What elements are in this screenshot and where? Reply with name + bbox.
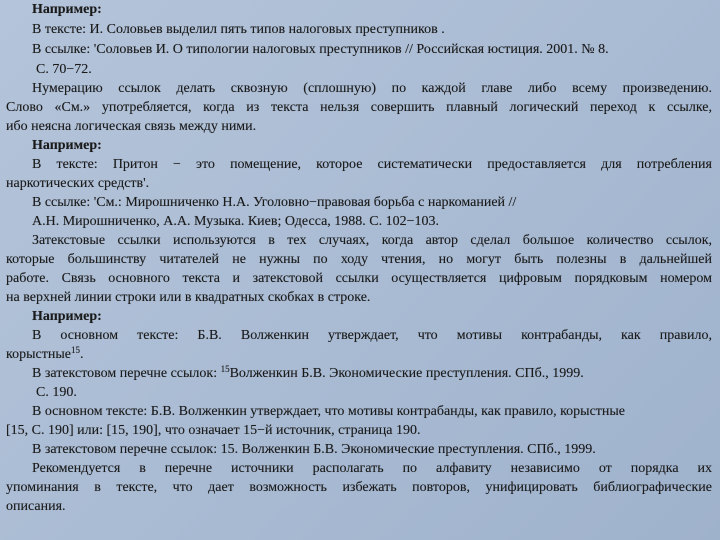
text-line-in-text-2-end: наркотических средств'. [6,176,150,191]
text-line-endnotes-2: которые большинству читателей не нужны по ходу чтения, но могут быть полезны в дальнейшей [6,252,712,267]
main-text-word: корыстные [6,347,71,362]
text-line-recommendation-1: Рекомендуется в перечне источники располагать по алфавиту независимо от порядка их [32,461,712,476]
example-heading-2: Например: [32,138,102,153]
text-line-endnote-list-1 [32,366,584,382]
text-line-endnotes-1: Затекстовые ссылки используются в тех случаях, когда автор сделал большое количество ссылок, [32,233,712,248]
text-line-reference-2-authors: А.Н. Мирошниченко, А.А. Музыка. Киев; Одесса, 1988. С. 102−103. [32,214,440,229]
text-line-reference-1-pages: С. 70−72. [36,62,92,77]
text-line-main-text-2-bracket: [15, С. 190] или: [15, 190], что означает 15−й источник, страница 190. [6,423,421,438]
example-heading-3: Например: [32,309,102,324]
endnote-list-label: В затекстовом перечне ссылок: [32,366,221,381]
text-line-numbering-rule: Нумерацию ссылок делать сквозную (сплошную) по каждой главе либо всему произведению. [32,81,712,96]
main-text-period: . [79,347,84,362]
text-line-endnotes-3: работе. Связь основного текста и затекстовой ссылки осуществляется цифровым порядковым номером [6,271,712,286]
example-heading-1: Например: [32,2,102,17]
text-line-see-rule: Слово «См.» употребляется, когда из текста нельзя совершить плавный логический переход к ссылке, [6,100,712,115]
text-line-main-text-1: В основном тексте: Б.В. Волженкин утверждает, что мотивы контрабанды, как правило, [32,328,712,343]
text-line-in-text-1: В тексте: И. Соловьев выделил пять типов налоговых преступников . [32,22,445,37]
text-line-see-rule-end: ибо неясна логическая связь между ними. [6,119,257,134]
footnote-number: 15 [70,345,80,355]
text-line-in-text-2: В тексте: Притон − это помещение, которое систематически предоставляется для потребления [32,157,712,172]
text-line-reference-2: В ссылке: 'См.: Мирошниченко Н.А. Уголовно−правовая борьба с наркоманией // [32,195,517,210]
text-line-reference-1: В ссылке: 'Соловьев И. О типологии налоговых преступников // Российская юстиция. 2001. № 8. [32,42,609,57]
text-line-main-text-1-end [6,347,83,363]
endnote-list-entry: Волженкин Б.В. Экономические преступления. СПб., 1999. [229,366,584,381]
text-line-endnotes-4: на верхней линии строки или в квадратных скобках в строке. [6,290,371,305]
text-line-main-text-2: В основном тексте: Б.В. Волженкин утверждает, что мотивы контрабанды, как правило, корыстные [32,404,626,419]
text-line-recommendation-3: описания. [6,499,66,514]
text-line-endnote-list-2: В затекстовом перечне ссылок: 15. Волженкин Б.В. Экономические преступления. СПб., 1999. [32,442,596,457]
endnote-number: 15 [220,364,230,374]
text-line-endnote-list-1-page: С. 190. [36,385,77,400]
text-line-recommendation-2: упоминания в тексте, что дает возможность избежать повторов, унифицировать библиографические [6,480,712,495]
